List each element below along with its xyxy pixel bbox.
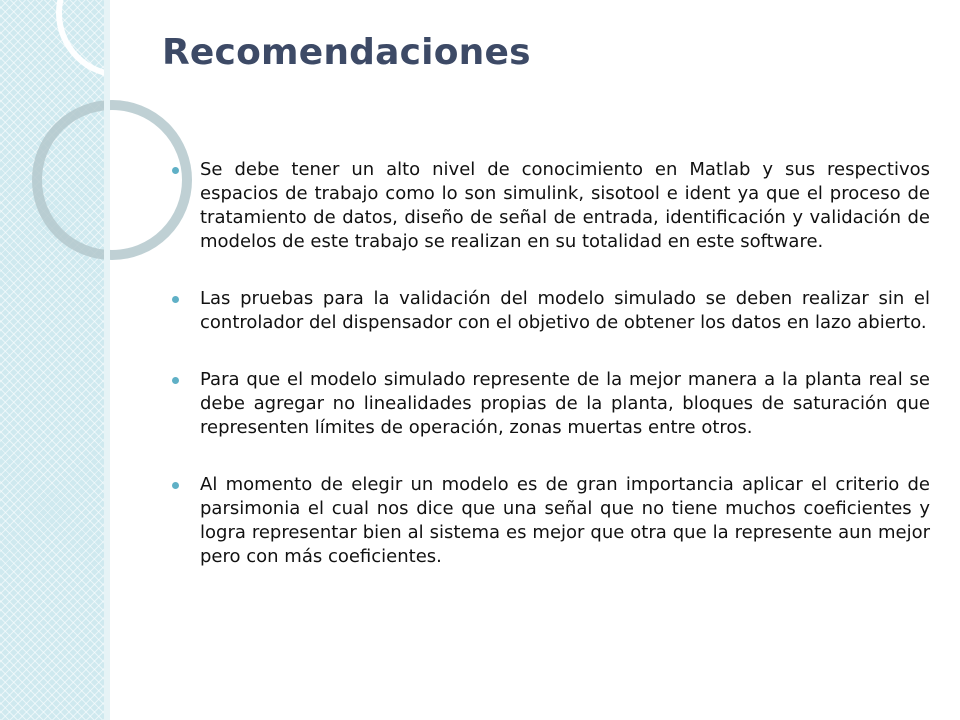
- bullet-item: [170, 158, 930, 254]
- sidebar-edge-stripe: [104, 0, 110, 720]
- bullet-item: [170, 368, 930, 440]
- bullet-dot-icon: [172, 482, 179, 489]
- slide-title: Recomendaciones: [162, 32, 531, 73]
- bullet-dot-icon: [172, 167, 179, 174]
- bullet-text: Se debe tener un alto nivel de conocimiento en Matlab y sus respectivos espacios de trabajo como lo son simulink, sisotool e ident ya que el proceso de tratamiento de datos, diseño de señal de entrada, identificación y validación de modelos de este trabajo se realizan en su totalidad en este software.: [200, 159, 930, 252]
- bullet-item: [170, 287, 930, 335]
- bullet-dot-icon: [172, 377, 179, 384]
- bullet-item: [170, 473, 930, 569]
- bullet-text: Al momento de elegir un modelo es de gran importancia aplicar el criterio de parsimonia el cual nos dice que una señal que no tiene muchos coeficientes y logra representar bien al sistema es mejor que otra que la represente aun mejor pero con más coeficientes.: [200, 474, 930, 567]
- decorative-sidebar: [0, 0, 106, 720]
- bullet-dot-icon: [172, 296, 179, 303]
- decorative-circle-large: [32, 100, 192, 260]
- bullet-text: Para que el modelo simulado represente de la mejor manera a la planta real se debe agregar no linealidades propias de la planta, bloques de saturación que representen límites de operación, zonas muertas entre otros.: [200, 369, 930, 438]
- bullet-list: [170, 158, 930, 602]
- bullet-text: Las pruebas para la validación del modelo simulado se deben realizar sin el controlador del dispensador con el objetivo de obtener los datos en lazo abierto.: [200, 288, 930, 333]
